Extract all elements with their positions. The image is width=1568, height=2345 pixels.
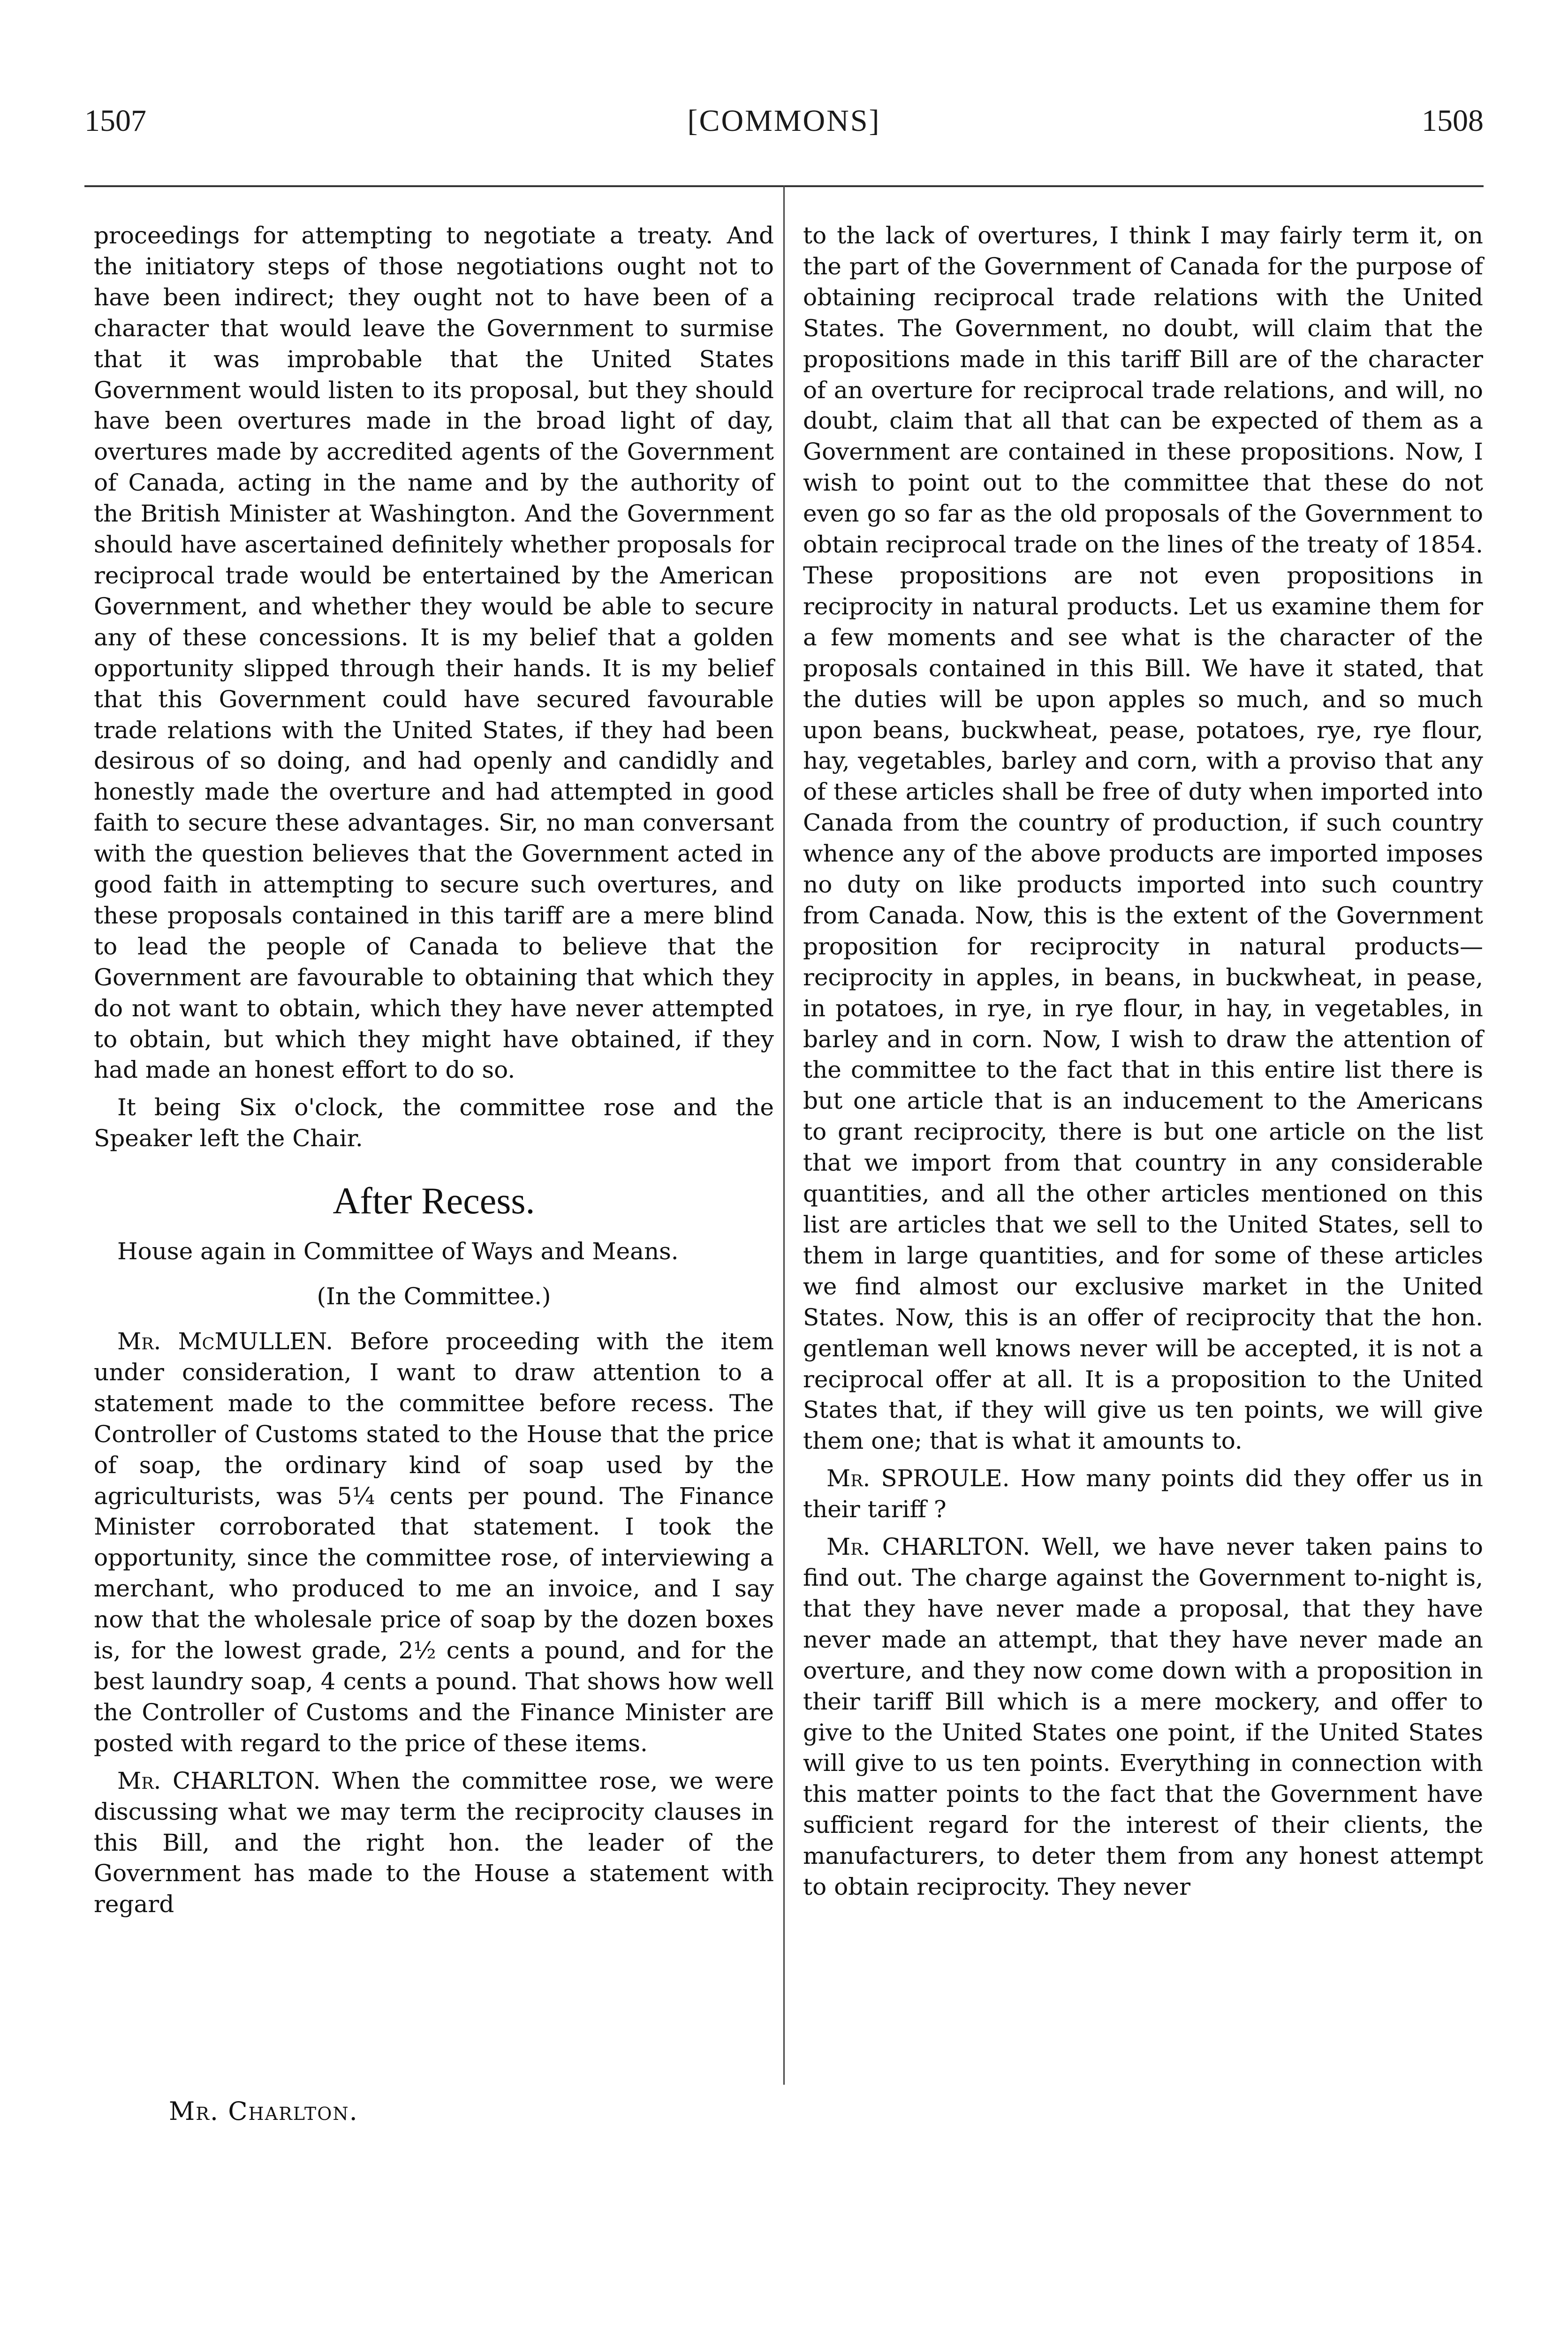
section-heading: After Recess. <box>333 1180 535 1222</box>
speaker-name: Mr. CHARLTON. <box>117 1767 321 1794</box>
speech-text: How many points did they offer us in their tariff ? <box>803 1465 1483 1523</box>
right-column <box>803 220 1483 1903</box>
speaker-name: Mr. CHARLTON. <box>826 1533 1030 1561</box>
page-number-right: 1508 <box>1422 104 1484 138</box>
speech-text: Before proceeding with the item under consideration, I want to draw attention to a statement made to the committee before recess. The Controller of Customs stated to the House that the price of soap, the ordinary kind of soap used by the agriculturists, was 5¼ cents per pound. The Finance Minister corroborated that statement. I took the opportunity, since the committee rose, of interviewing a merchant, who produced to me an invoice, and I say now that the wholesale price of soap by the dozen boxes is, for the lowest grade, 2½ cents a pound, and for the best laundry soap, 4 cents a pound. That shows how well the Controller of Customs and the Finance Minister are posted with regard to the price of these items. <box>94 1328 774 1757</box>
paragraph: It being Six o'clock, the committee rose and the Speaker left the Chair. <box>94 1094 774 1152</box>
speech-paragraph <box>94 1766 774 1921</box>
speech-text: When the committee rose, we were discussing what we may term the reciprocity clauses in this Bill, and the right hon. the leader of the Government has made to the House a statement with regard <box>94 1767 774 1918</box>
committee-note: (In the Committee.) <box>317 1283 551 1310</box>
running-footer-name: Mr. Charlton. <box>169 2096 358 2126</box>
page-header <box>84 103 1484 145</box>
paragraph: to the lack of overtures, I think I may fairly term it, on the part of the Government of Canada for the purpose of obtaining reciprocal trade relations with the United States. The Government, no doubt, will claim that the propositions made in this tariff Bill are of the character of an overture for reciprocal trade relations, and will, no doubt, claim that all that can be expected of them as a Government are contained in these propositions. Now, I wish to point out to the committee that these do not even go so far as the old proposals of the Government to obtain reciprocal trade on the lines of the treaty of 1854. These propositions are not even propositions in reciprocity in natural products. Let us examine them for a few moments and see what is the character of the proposals contained in this Bill. We have it stated, that the duties will be upon apples so much, and so much upon beans, buckwheat, pease, potatoes, rye, rye flour, hay, vegetables, barley and corn, with a proviso that any of these articles shall be free of duty when imported into Canada from the country of production, if such country whence any of the above products are imported imposes no duty on like products imported into such country from Canada. Now, this is the extent of the Government proposition for reciprocity in natural products—reciprocity in apples, in beans, in buckwheat, in pease, in potatoes, in rye, in rye flour, in hay, in vegetables, in barley and in corn. Now, I wish to draw the attention of the committee to the fact that in this entire list there is but one article that is an inducement to the Americans to grant reciprocity, there is but one article on the list that we import from that country in any considerable quantities, and all the other articles mentioned on this list are articles that we sell to the United States, sell to them in large quantities, and for some of these articles we find almost our exclusive market in the United States. Now, this is an offer of reciprocity that the hon. gentleman well knows never will be accepted, it is not a reciprocal offer at all. It is a proposition to the United States that, if they will give us ten points, we will give them one; that is what it amounts to. <box>803 222 1483 1455</box>
left-column <box>94 220 774 1920</box>
speaker-name: Mr. McMULLEN. <box>117 1328 333 1355</box>
running-title: [COMMONS] <box>687 104 881 138</box>
speech-paragraph <box>803 1532 1483 1903</box>
paragraph: proceedings for attempting to negotiate a treaty. And the initiatory steps of those negotiations ought not to have been indirect; they ought not to have been of a character that would leave the Government to surmise that it was improbable that the United States Government would listen to its proposal, but they should have been overtures made in the broad light of day, overtures made by accredited agents of the Government of Canada, acting in the name and by the authority of the British Minister at Washington. And the Government should have ascertained definitely whether proposals for reciprocal trade would be entertained by the American Government, and whether they would be able to secure any of these concessions. It is my belief that a golden opportunity slipped through their hands. It is my belief that this Government could have secured favourable trade relations with the United States, if they had been desirous of so doing, and had openly and candidly and honestly made the overture and had attempted in good faith to secure these advantages. Sir, no man conversant with the question believes that the Government acted in good faith in attempting to secure such overtures, and these proposals contained in this tariff are a mere blind to lead the people of Canada to believe that the Government are favourable to obtaining that which they do not want to obtain, which they have never attempted to obtain, but which they might have obtained, if they had made an honest effort to do so. <box>94 222 774 1084</box>
column-divider <box>783 185 785 2085</box>
speech-paragraph <box>803 1463 1483 1525</box>
speech-text: Well, we have never taken pains to find out. The charge against the Government to-night is, that they have never made a proposal, that they have never made an attempt, that they have never made an overture, and they now come down with a proposition in their tariff Bill which is a mere mockery, and offer to give to the United States one point, if the United States will give to us ten points. Everything in connection with this matter points to the fact that the Government have sufficient regard for the interest of their clients, the manufacturers, to deter them from any honest attempt to obtain reciprocity. They never <box>803 1533 1483 1901</box>
speech-paragraph <box>94 1326 774 1759</box>
speaker-name: Mr. SPROULE. <box>826 1465 1010 1492</box>
paragraph: House again in Committee of Ways and Means. <box>117 1238 679 1265</box>
page-number-left: 1507 <box>84 104 146 138</box>
